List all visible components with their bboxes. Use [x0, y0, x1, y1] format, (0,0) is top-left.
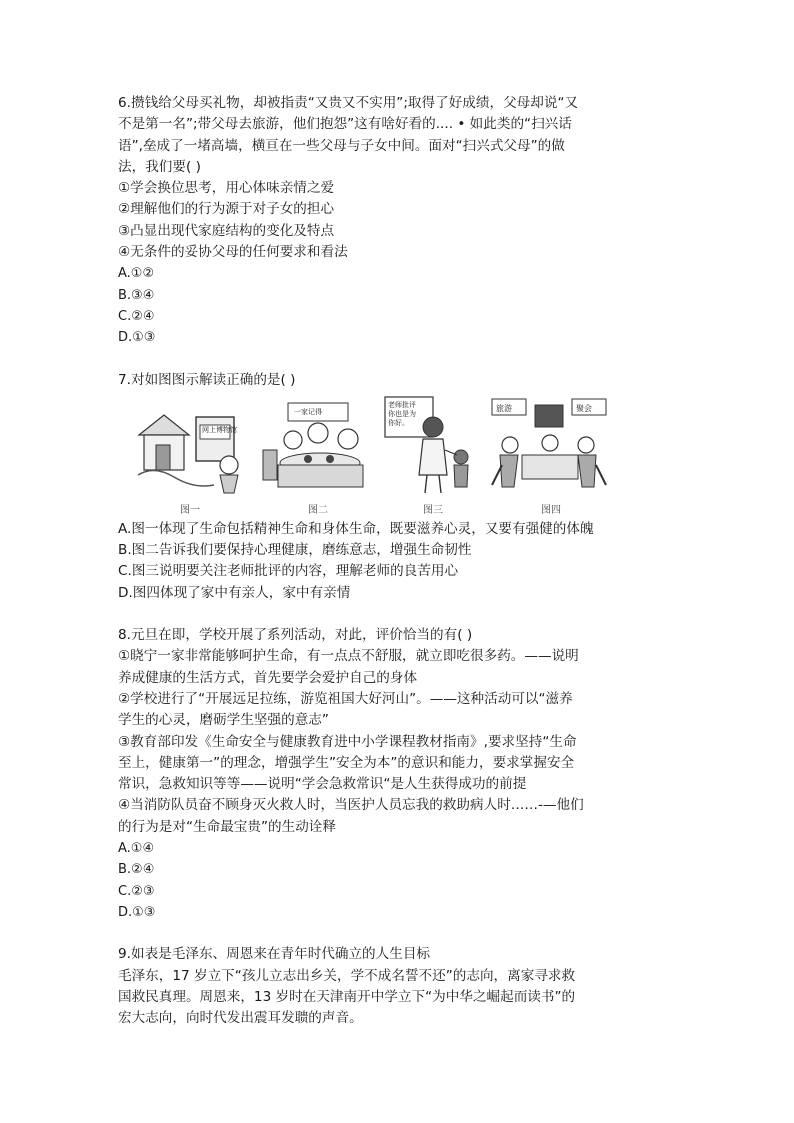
q7-stem: 7.对如图图示解读正确的是( ): [118, 371, 296, 388]
figure-1-illustration: [134, 395, 249, 495]
q6-stem-line: 法，我们要( ): [118, 158, 201, 175]
q8-item-line: 养成健康的生活方式，首先要学会爱护自己的身体: [118, 669, 418, 686]
q6-stem-line: 语”,垒成了一堵高墙，横亘在一些父母与子女中间。面对“扫兴式父母”的做: [118, 137, 565, 154]
q6-option-a: A.①②: [118, 266, 155, 282]
figure-3-bubble: 老师批评 你也是为 你好。: [388, 400, 416, 427]
exam-page: [118, 93, 678, 1029]
q6-stem-line: 6.攒钱给父母买礼物，却被指责“又贵又不实用”;取得了好成绩，父母却说“又: [118, 95, 579, 111]
q8-item-line: 至上，健康第一”的理念，增强学生”安全为本”的意识和能力，要求掌握安全: [118, 754, 575, 771]
q9-stem: 9.如表是毛泽东、周恩来在青年时代确立的人生目标: [118, 946, 431, 963]
q8-item-line: 学生的心灵，磨砺学生坚强的意志”: [118, 712, 329, 729]
q6-item: ①学会换位思考，用心体味亲情之爱: [118, 180, 335, 197]
q7-option-a: A.图一体现了生命包括精神生命和身体生命，既要滋养心灵，又要有强健的体魄: [118, 520, 594, 537]
q6-option-c: C.②④: [118, 308, 155, 324]
q8-stem: 8.元旦在即，学校开展了系列活动，对此，评价恰当的有( ): [118, 627, 473, 644]
figure-2-caption: 图二: [308, 504, 328, 516]
figure-4-left-sign: 旅游: [496, 403, 512, 413]
q8-item-line: 常识，急救知识等等——说明“学会急救常识“是人生获得成功的前提: [118, 776, 527, 793]
q9-text-line: 宏大志向，向时代发出震耳发聩的声音。: [118, 1010, 363, 1027]
q8-option-a: A.①④: [118, 841, 155, 857]
figure-1-sign: 网上博物馆: [202, 425, 237, 434]
question-7: [118, 370, 678, 604]
q6-item: ③凸显出现代家庭结构的变化及特点: [118, 222, 335, 239]
q7-option-c: C.图三说明要关注老师批评的内容，理解老师的良苦用心: [118, 563, 459, 580]
figure-2-sign: 一家记得: [294, 407, 322, 416]
figure-4-caption: 图四: [541, 504, 561, 516]
q8-item-line: ①晓宁一家非常能够呵护生命，有一点点不舒服，就立即吃很多药。——说明: [118, 648, 579, 665]
figure-3-caption: 图三: [423, 504, 443, 516]
q8-option-b: B.②④: [118, 862, 155, 878]
q6-option-d: D.①③: [118, 330, 156, 346]
q7-option-b: B.图二告诉我们要保持心理健康，磨练意志，增强生命韧性: [118, 542, 472, 559]
q6-item: ②理解他们的行为源于对子女的担心: [118, 201, 335, 218]
q8-item-line: ②学校进行了“开展远足拉练，游览祖国大好河山”。——这种活动可以“滋养: [118, 690, 573, 707]
q9-text-line: 国救民真理。周恩来，13 岁时在天津南开中学立下“为中华之崛起而读书”的: [118, 988, 576, 1005]
q9-text-line: 毛泽东，17 岁立下“孩儿立志出乡关，学不成名誓不还”的志向，离家寻求救: [118, 967, 576, 984]
q8-item-line: ④当消防队员奋不顾身灭火救人时，当医护人员忘我的救助病人时……-—他们: [118, 797, 584, 814]
question-6: [118, 93, 678, 349]
figure-1-caption: 图一: [180, 504, 200, 516]
q7-figure-strip: [118, 395, 678, 517]
q6-option-b: B.③④: [118, 287, 155, 303]
q8-item-line: ③教育部印发《生命安全与健康教育进中小学课程教材指南》,要求坚持“生命: [118, 733, 577, 750]
figure-4-right-sign: 聚会: [576, 403, 592, 413]
q8-option-c: C.②③: [118, 883, 155, 899]
q8-option-d: D.①③: [118, 904, 156, 920]
question-8: [118, 625, 678, 923]
q6-stem-line: 不是第一名”;带父母去旅游，他们抱怨”这有啥好看的.... • 如此类的“扫兴话: [118, 116, 572, 133]
q6-item: ④无条件的妥协父母的任何要求和看法: [118, 244, 348, 261]
q7-option-d: D.图四体现了家中有亲人，家中有亲情: [118, 584, 351, 601]
question-9: [118, 944, 678, 1029]
q8-item-line: 的行为是对“生命最宝贵”的生动诠释: [118, 818, 336, 835]
